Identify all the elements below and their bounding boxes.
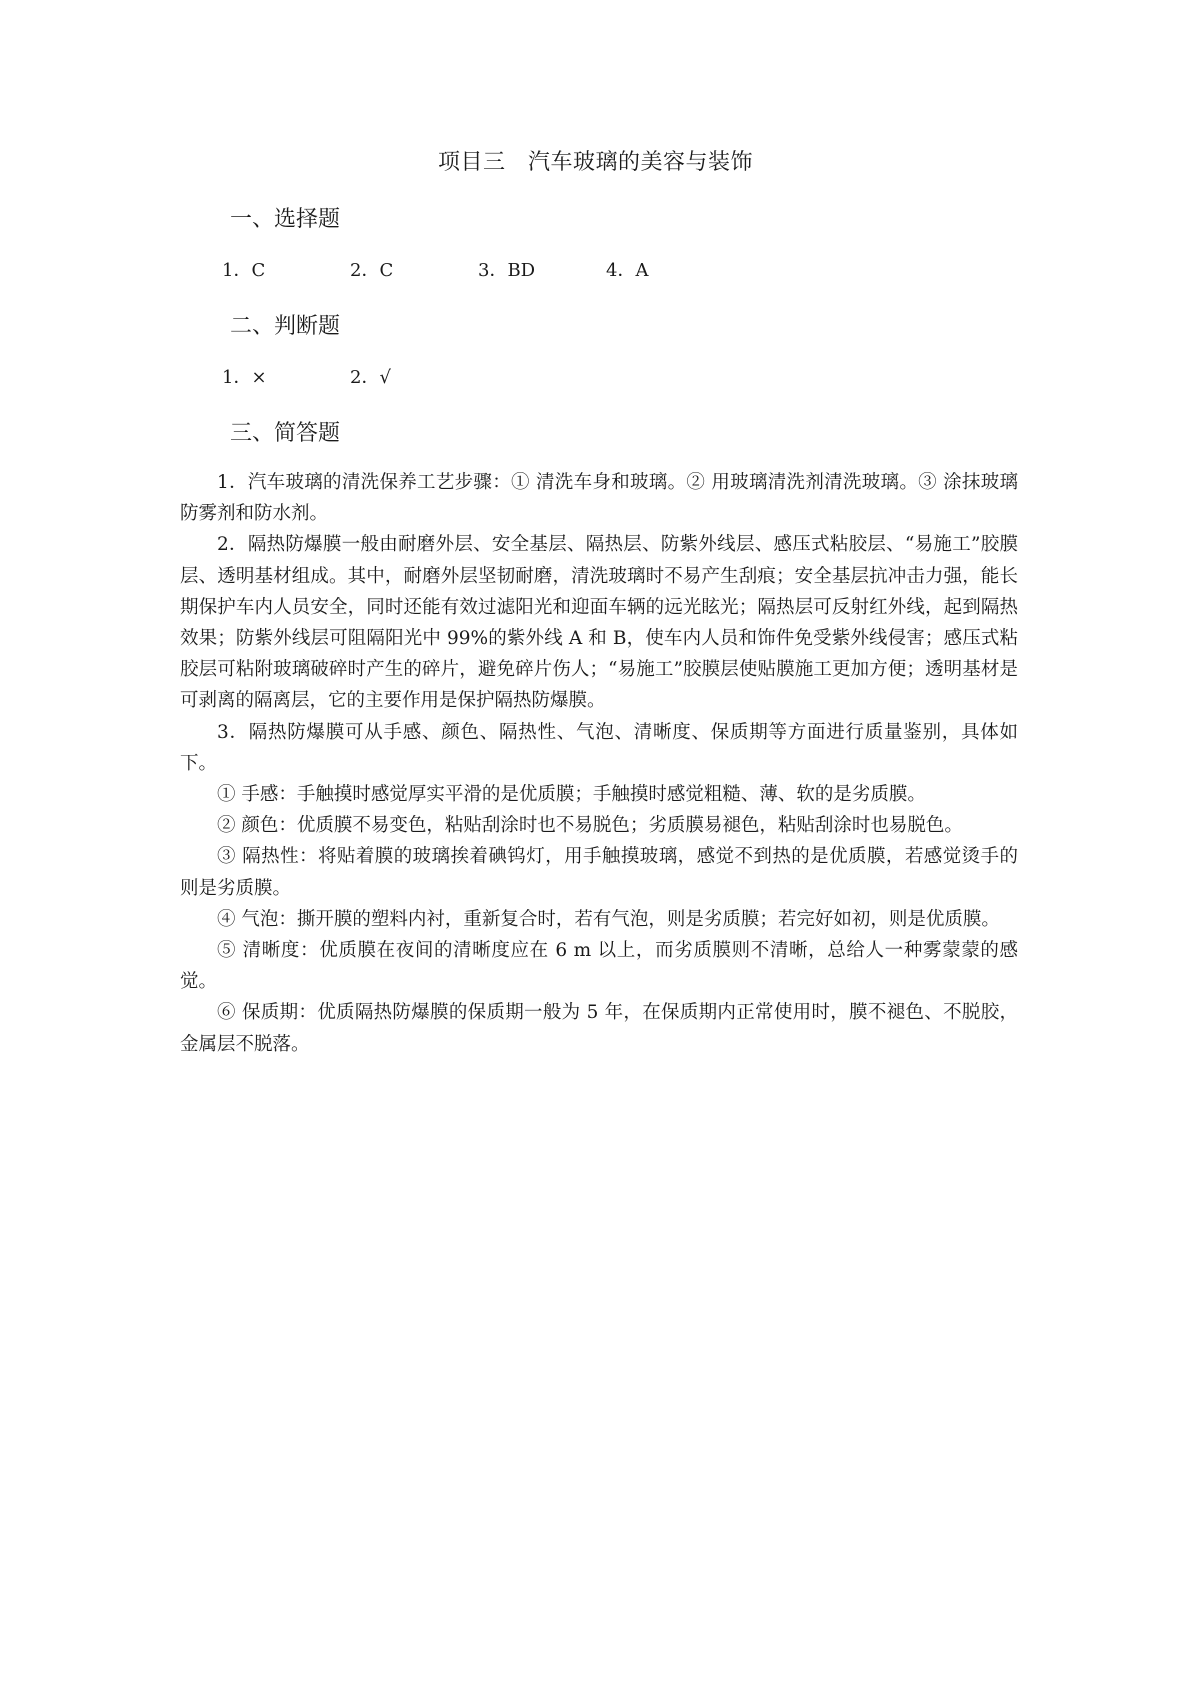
answer-paragraph: 3．隔热防爆膜可从手感、颜色、隔热性、气泡、清晰度、保质期等方面进行质量鉴别，具体如下。 [180, 721, 1018, 774]
judgment-answers [222, 363, 391, 389]
answer-item: 1．C [222, 260, 266, 281]
answer-item: 2．√ [350, 367, 391, 388]
section-heading-short-answer: 三、简答题 [230, 421, 341, 446]
answer-item: 4．A [606, 260, 649, 281]
answer-paragraph: 2．隔热防爆膜一般由耐磨外层、安全基层、隔热层、防紫外线层、感压式粘胶层、“易施工”胶膜层、透明基材组成。其中，耐磨外层坚韧耐磨，清洗玻璃时不易产生刮痕；安全基层抗冲击力强，能长期保护车内人员安全，同时还能有效过滤阳光和迎面车辆的远光眩光；隔热层可反射红外线，起到隔热效果；防紫外线层可阻隔阳光中 99%的紫外线 A 和 B，使车内人员和饰件免受紫外线侵害；感压式粘胶层可粘附玻璃破碎时产生的碎片，避免碎片伤人；“易施工”胶膜层使贴膜施工更加方便；透明基材是可剥离的隔离层，它的主要作用是保护隔热防爆膜。 [180, 534, 1018, 712]
answer-paragraph: ② 颜色：优质膜不易变色，粘贴刮涂时也不易脱色；劣质膜易褪色，粘贴刮涂时也易脱色。 [217, 815, 963, 837]
answer-item: 1．× [222, 367, 267, 388]
answer-paragraph: ④ 气泡：撕开膜的塑料内衬，重新复合时，若有气泡，则是劣质膜；若完好如初，则是优质膜。 [217, 908, 1000, 930]
answer-paragraph: ③ 隔热性：将贴着膜的玻璃挨着碘钨灯，用手触摸玻璃，感觉不到热的是优质膜，若感觉烫手的则是劣质膜。 [180, 846, 1018, 899]
answer-item: 3．BD [478, 260, 536, 281]
section-heading-judgment: 二、判断题 [230, 314, 341, 339]
answer-paragraph: ⑤ 清晰度：优质膜在夜间的清晰度应在 6 m 以上，而劣质膜则不清晰，总给人一种雾蒙蒙的感觉。 [180, 940, 1018, 993]
answer-paragraph: ① 手感：手触摸时感觉厚实平滑的是优质膜；手触摸时感觉粗糙、薄、软的是劣质膜。 [217, 784, 926, 806]
answer-paragraph: ⑥ 保质期：优质隔热防爆膜的保质期一般为 5 年，在保质期内正常使用时，膜不褪色、不脱胶，金属层不脱落。 [180, 1002, 1018, 1055]
page-title: 项目三 汽车玻璃的美容与装饰 [437, 150, 753, 175]
answer-paragraph: 1．汽车玻璃的清洗保养工艺步骤：① 清洗车身和玻璃。② 用玻璃清洗剂清洗玻璃。③ 涂抹玻璃防雾剂和防水剂。 [180, 472, 1018, 525]
answer-item: 2．C [350, 260, 394, 281]
short-answer-body [180, 467, 1018, 1060]
section-heading-choice: 一、选择题 [230, 207, 341, 232]
choice-answers [222, 256, 648, 282]
